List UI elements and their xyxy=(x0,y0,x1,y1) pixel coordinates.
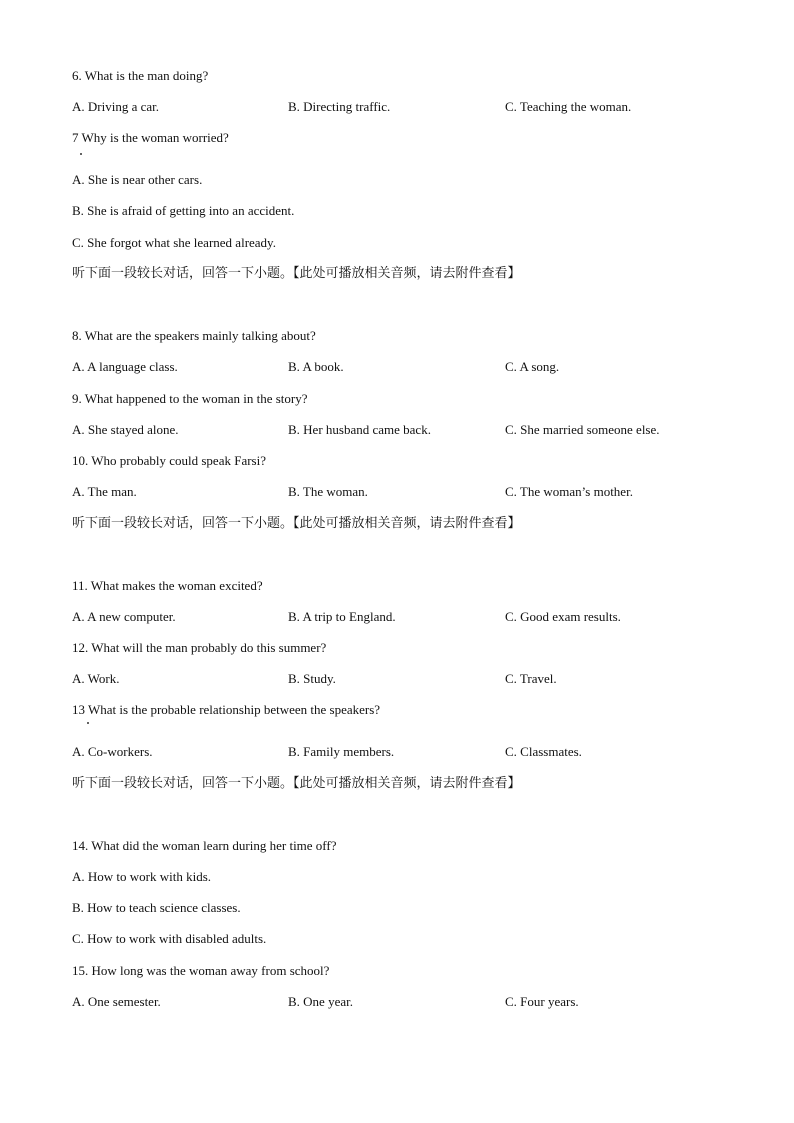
option-c: C. Good exam results. xyxy=(505,609,621,624)
question-10-options xyxy=(72,484,732,500)
option-b: B. Family members. xyxy=(288,744,395,759)
question-15-stem: 15. How long was the woman away from school? xyxy=(72,963,330,978)
option-b: B. A book. xyxy=(288,359,344,374)
option-b: B. The woman. xyxy=(288,484,368,499)
option-b: B. Study. xyxy=(288,671,336,686)
option-c: C. Classmates. xyxy=(505,744,582,759)
question-14-option-c: C. How to work with disabled adults. xyxy=(72,931,267,946)
question-13-options xyxy=(72,744,732,760)
option-c: C. Travel. xyxy=(505,671,557,686)
option-c: C. A song. xyxy=(505,359,560,374)
option-b: B. Her husband came back. xyxy=(288,422,431,437)
option-a: A. Driving a car. xyxy=(72,99,160,114)
option-c: C. She married someone else. xyxy=(505,422,660,437)
question-7-option-a: A. She is near other cars. xyxy=(72,172,203,187)
option-b: B. Directing traffic. xyxy=(288,99,391,114)
question-10-stem: 10. Who probably could speak Farsi? xyxy=(72,453,266,468)
question-6-stem: 6. What is the man doing? xyxy=(72,68,209,83)
stray-dot-mark xyxy=(87,722,89,724)
audio-notice: 听下面一段较长对话，回答一下小题。【此处可播放相关音频，请去附件查看】 xyxy=(72,516,521,531)
option-b: B. A trip to England. xyxy=(288,609,396,624)
question-14-option-b: B. How to teach science classes. xyxy=(72,900,241,915)
question-6-options xyxy=(72,99,732,115)
option-a: A. She stayed alone. xyxy=(72,422,179,437)
option-c: C. Teaching the woman. xyxy=(505,99,632,114)
option-a: A. The man. xyxy=(72,484,137,499)
question-15-options xyxy=(72,994,732,1010)
question-9-stem: 9. What happened to the woman in the story? xyxy=(72,391,308,406)
audio-notice: 听下面一段较长对话，回答一下小题。【此处可播放相关音频，请去附件查看】 xyxy=(72,266,521,281)
option-b: B. One year. xyxy=(288,994,353,1009)
option-a: A. One semester. xyxy=(72,994,161,1009)
option-c: C. Four years. xyxy=(505,994,579,1009)
question-11-options xyxy=(72,609,732,625)
option-c: C. The woman’s mother. xyxy=(505,484,633,499)
question-12-options xyxy=(72,671,732,687)
question-14-stem: 14. What did the woman learn during her time off? xyxy=(72,838,337,853)
question-7-option-b: B. She is afraid of getting into an accident. xyxy=(72,203,295,218)
option-a: A. A language class. xyxy=(72,359,178,374)
question-11-stem: 11. What makes the woman excited? xyxy=(72,578,263,593)
option-a: A. A new computer. xyxy=(72,609,176,624)
stray-dot-mark xyxy=(80,153,82,155)
question-14-option-a: A. How to work with kids. xyxy=(72,869,212,884)
question-9-options xyxy=(72,422,732,438)
option-a: A. Co-workers. xyxy=(72,744,153,759)
question-8-options xyxy=(72,359,732,375)
audio-notice: 听下面一段较长对话，回答一下小题。【此处可播放相关音频，请去附件查看】 xyxy=(72,776,521,791)
question-7-option-c: C. She forgot what she learned already. xyxy=(72,235,276,250)
option-a: A. Work. xyxy=(72,671,120,686)
question-12-stem: 12. What will the man probably do this summer? xyxy=(72,640,327,655)
question-7-stem: 7 Why is the woman worried? xyxy=(72,130,229,145)
question-8-stem: 8. What are the speakers mainly talking about? xyxy=(72,328,316,343)
question-13-stem: 13 What is the probable relationship between the speakers? xyxy=(72,702,381,717)
